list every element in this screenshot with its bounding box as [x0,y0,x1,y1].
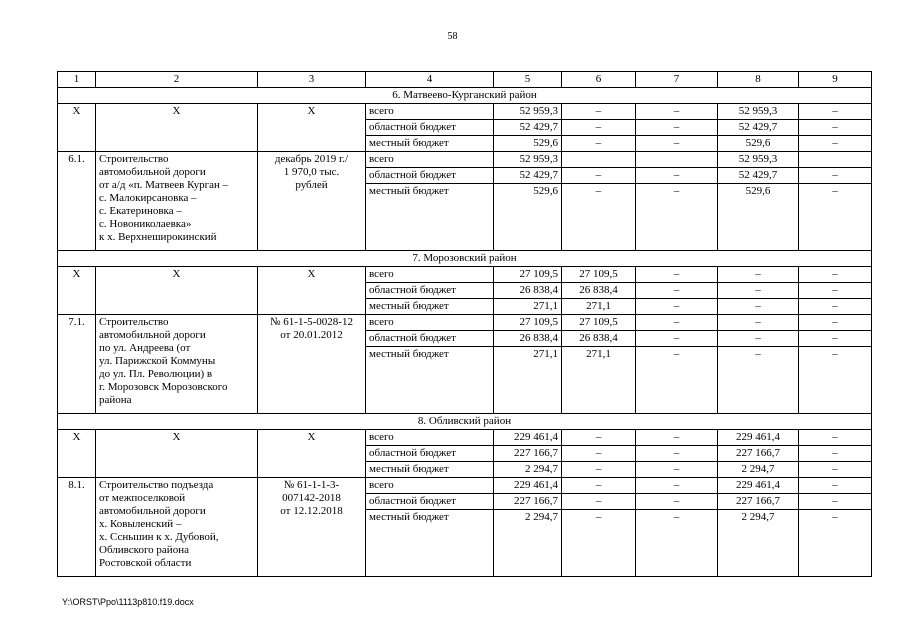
section-title-row [58,251,872,267]
value-cell: – [562,136,636,152]
value-cell: 52 959,3 [494,152,562,168]
value-cell: 229 461,4 [494,478,562,494]
value-cell: 227 166,7 [494,494,562,510]
value-cell: 2 294,7 [494,510,562,577]
value-cell: – [562,446,636,462]
item-document-line: 1 970,0 тыс. [283,166,340,178]
total-marker-cell: Х [58,430,96,478]
value-cell: – [636,331,718,347]
value-cell: – [799,430,872,446]
header-cell: 3 [258,72,366,88]
item-name-line: по ул. Андреева (от [99,342,191,354]
value-cell: – [799,136,872,152]
item-name-line: Строительство [99,316,169,328]
value-cell: – [636,136,718,152]
header-cell: 5 [494,72,562,88]
value-cell: 529,6 [494,136,562,152]
item-document [258,478,366,577]
value-cell: – [636,120,718,136]
value-cell: 227 166,7 [494,446,562,462]
value-cell: – [636,168,718,184]
value-cell: 2 294,7 [718,462,799,478]
header-cell: 8 [718,72,799,88]
value-cell: 26 838,4 [494,283,562,299]
value-cell: 26 838,4 [562,283,636,299]
item-document-line: от 12.12.2018 [280,505,343,517]
item-row [58,152,872,168]
value-cell: – [636,347,718,414]
header-cell: 2 [96,72,258,88]
value-cell: – [562,494,636,510]
value-cell: 52 959,3 [494,104,562,120]
value-cell: – [799,347,872,414]
item-name-line: с. Малокирсановка – [99,192,197,204]
value-cell: – [636,299,718,315]
value-cell: – [718,347,799,414]
value-cell: – [799,299,872,315]
value-cell: 26 838,4 [494,331,562,347]
value-cell: 52 429,7 [718,168,799,184]
item-document [258,152,366,251]
item-document-line: № 61-1-5-0028-12 [270,316,353,328]
budget-type-cell: областной бюджет [366,446,494,462]
budget-type-cell: областной бюджет [366,168,494,184]
item-name-line: автомобильной дороги [99,505,206,517]
budget-type-cell: всего [366,430,494,446]
value-cell: 229 461,4 [718,430,799,446]
budget-type-cell: всего [366,267,494,283]
item-name-line: с. Новониколаевка» [99,218,192,230]
item-row [58,315,872,331]
value-cell: 529,6 [718,184,799,251]
value-cell: – [562,184,636,251]
value-cell: 27 109,5 [562,267,636,283]
budget-type-cell: местный бюджет [366,184,494,251]
header-row [58,72,872,88]
total-marker-cell: Х [258,104,366,152]
budget-type-cell: областной бюджет [366,494,494,510]
item-number: 6.1. [58,152,96,251]
value-cell: 52 429,7 [494,168,562,184]
section-title: 8. Обливский район [58,414,872,430]
value-cell: – [562,478,636,494]
item-name-line: г. Морозовск Морозовского [99,381,228,393]
section-title: 7. Морозовский район [58,251,872,267]
value-cell: 27 109,5 [494,315,562,331]
value-cell: – [718,267,799,283]
value-cell: 26 838,4 [562,331,636,347]
budget-type-cell: всего [366,315,494,331]
item-name-line: до ул. Пл. Революции) в [99,368,213,380]
item-name-line: х. Ссньшин к х. Дубовой, [99,531,219,543]
item-name-line: автомобильной дороги [99,166,206,178]
value-cell: – [636,430,718,446]
budget-type-cell: местный бюджет [366,462,494,478]
item-document [258,315,366,414]
value-cell: 52 959,3 [718,152,799,168]
item-name-line: Ростовской области [99,557,192,569]
header-cell: 6 [562,72,636,88]
item-name-line: района [99,394,132,406]
budget-type-cell: областной бюджет [366,120,494,136]
item-name-line: х. Ковыленский – [99,518,182,530]
section-title: 6. Матвеево-Курганский район [58,88,872,104]
value-cell: – [799,510,872,577]
value-cell: – [636,494,718,510]
value-cell: – [562,104,636,120]
header-cell: 9 [799,72,872,88]
value-cell: 229 461,4 [718,478,799,494]
total-marker-cell: Х [96,430,258,478]
item-name-line: ул. Парижской Коммуны [99,355,216,367]
item-number: 7.1. [58,315,96,414]
item-document-line: декабрь 2019 г./ [274,153,349,165]
value-cell: – [636,462,718,478]
item-name-line: Обливского района [99,544,189,556]
item-document-line: 007142-2018 [282,492,341,504]
budget-type-cell: всего [366,152,494,168]
item-name-line: с. Екатериновка – [99,205,182,217]
header-cell: 4 [366,72,494,88]
value-cell [562,152,636,168]
item-name-line: к х. Верхнеширокинский [99,231,217,243]
value-cell: 227 166,7 [718,494,799,510]
value-cell: – [636,267,718,283]
item-document-line: рублей [295,179,328,191]
value-cell: 227 166,7 [718,446,799,462]
value-cell: 27 109,5 [494,267,562,283]
budget-type-cell: местный бюджет [366,299,494,315]
value-cell: – [799,494,872,510]
value-cell: – [562,462,636,478]
total-row [58,104,872,120]
value-cell [799,152,872,168]
total-marker-cell: Х [58,104,96,152]
value-cell: – [718,331,799,347]
value-cell: 2 294,7 [494,462,562,478]
item-name [96,315,258,414]
item-name-line: автомобильной дороги [99,329,206,341]
item-name [96,152,258,251]
value-cell: – [562,168,636,184]
header-cell: 7 [636,72,718,88]
item-document-line: № 61-1-1-3- [283,479,340,491]
budget-type-cell: всего [366,104,494,120]
value-cell: 52 429,7 [718,120,799,136]
total-marker-cell: Х [58,267,96,315]
budget-table [57,71,872,577]
item-name-line: Строительство подъезда [99,479,214,491]
section-title-row [58,88,872,104]
budget-type-cell: местный бюджет [366,510,494,577]
value-cell: – [718,315,799,331]
value-cell: – [799,283,872,299]
value-cell: – [799,120,872,136]
item-number: 8.1. [58,478,96,577]
item-name-line: от межпоселковой [99,492,186,504]
value-cell: – [799,315,872,331]
budget-type-cell: местный бюджет [366,136,494,152]
total-row [58,267,872,283]
value-cell: 52 959,3 [718,104,799,120]
value-cell: 271,1 [494,347,562,414]
budget-type-cell: всего [366,478,494,494]
value-cell: 271,1 [562,299,636,315]
value-cell: – [799,462,872,478]
value-cell: 529,6 [494,184,562,251]
item-document-line: от 20.01.2012 [280,329,343,341]
budget-type-cell: местный бюджет [366,347,494,414]
section-title-row [58,414,872,430]
value-cell: – [636,283,718,299]
value-cell: 2 294,7 [718,510,799,577]
value-cell: 52 429,7 [494,120,562,136]
page-number: 58 [447,31,458,42]
total-marker-cell: Х [258,267,366,315]
value-cell: 271,1 [494,299,562,315]
item-name-line: от а/д «п. Матвеев Курган – [99,179,229,191]
table-body [58,72,872,577]
file-path-footer: Y:\ORST\Ppo\1113p810.f19.docx [62,597,194,607]
value-cell: – [636,446,718,462]
value-cell: – [562,430,636,446]
value-cell: – [562,510,636,577]
value-cell: 271,1 [562,347,636,414]
item-name-line: Строительство [99,153,169,165]
value-cell [636,152,718,168]
total-row [58,430,872,446]
value-cell: – [799,446,872,462]
value-cell: – [562,120,636,136]
value-cell: – [799,478,872,494]
total-marker-cell: Х [258,430,366,478]
value-cell: – [636,315,718,331]
header-cell: 1 [58,72,96,88]
value-cell: – [718,283,799,299]
budget-type-cell: областной бюджет [366,331,494,347]
value-cell: – [799,267,872,283]
value-cell: – [799,168,872,184]
value-cell: – [636,104,718,120]
value-cell: – [636,478,718,494]
total-marker-cell: Х [96,104,258,152]
value-cell: 529,6 [718,136,799,152]
value-cell: – [799,104,872,120]
value-cell: – [799,331,872,347]
total-marker-cell: Х [96,267,258,315]
value-cell: 229 461,4 [494,430,562,446]
value-cell: – [636,184,718,251]
value-cell: – [636,510,718,577]
budget-type-cell: областной бюджет [366,283,494,299]
value-cell: – [718,299,799,315]
value-cell: 27 109,5 [562,315,636,331]
value-cell: – [799,184,872,251]
item-row [58,478,872,494]
item-name [96,478,258,577]
